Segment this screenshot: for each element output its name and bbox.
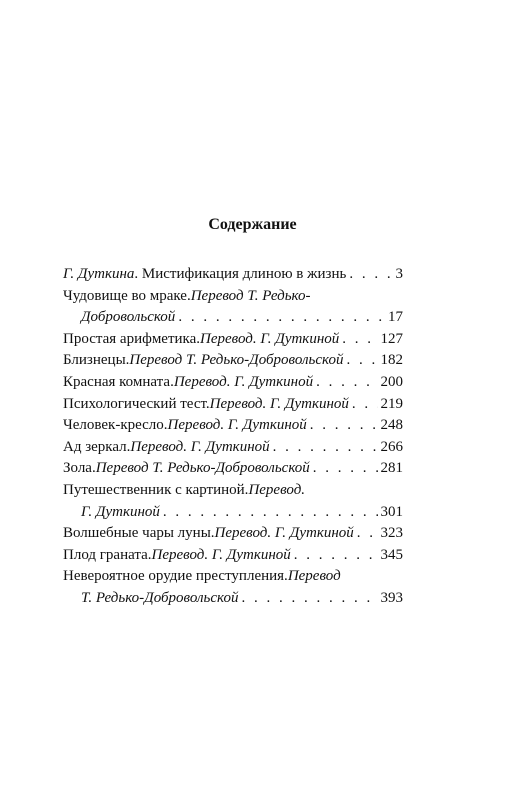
toc-entry[interactable]: [63, 286, 403, 329]
toc-entry-translator: Перевод. Г. Дуткиной: [130, 438, 270, 455]
toc-entry[interactable]: [63, 458, 403, 480]
toc-line: [63, 264, 403, 286]
toc-entry-title: Красная комната.: [63, 373, 174, 390]
leader-dots: [346, 350, 377, 372]
toc-line: [63, 350, 403, 372]
toc-entry-page: 127: [380, 330, 403, 347]
toc-entry-page: 200: [380, 373, 403, 390]
toc-entry-page: 323: [380, 525, 403, 542]
toc-entry-translator-cont: Добровольской: [81, 309, 176, 326]
toc-entry[interactable]: [63, 437, 403, 459]
contents-heading: Содержание: [208, 216, 297, 233]
leader-dots: [342, 329, 377, 351]
leader-dots: [357, 523, 378, 545]
toc-entry-translator: Перевод. Г. Дуткиной: [167, 417, 307, 434]
toc-entry-translator-cont: Г. Дуткиной: [81, 503, 160, 520]
toc-entry-translator: Перевод Т. Редько-Добровольской: [95, 460, 310, 477]
toc-line: [63, 523, 403, 545]
toc-line-continuation: [63, 307, 403, 329]
toc-entry-page: 248: [380, 417, 403, 434]
toc-entry[interactable]: [63, 566, 403, 609]
leader-dots: [352, 394, 378, 416]
leader-dots: [163, 502, 378, 524]
leader-dots: [310, 415, 378, 437]
toc-entry-title: Чудовище во мраке.: [63, 287, 191, 304]
toc-entry-page: 281: [380, 460, 403, 477]
toc-entry-title: Волшебные чары луны.: [63, 525, 215, 542]
toc-entry-translator: Перевод Т. Редько-Добровольской: [129, 352, 344, 369]
leader-dots: [313, 458, 378, 480]
toc-entry-title: Плод граната.: [63, 546, 152, 563]
toc-line: [63, 394, 403, 416]
toc-entry-translator: Перевод. Г. Дуткиной: [151, 546, 291, 563]
toc-entry-page: 393: [380, 589, 403, 606]
toc-entry-title: Ад зеркал.: [63, 438, 131, 455]
toc-line: [63, 437, 403, 459]
toc-entry[interactable]: [63, 480, 403, 523]
toc-line: [63, 458, 403, 480]
toc-entry-author: Г. Дуткина: [63, 266, 135, 282]
toc-entry[interactable]: [63, 372, 403, 394]
toc-entry[interactable]: [63, 394, 403, 416]
toc-entry[interactable]: [63, 523, 403, 545]
toc-line: [63, 372, 403, 394]
toc-entry-title: Путешественник с картиной.: [63, 481, 249, 498]
toc-entry-page: 219: [380, 395, 403, 412]
toc-entry[interactable]: [63, 350, 403, 372]
toc-line: [63, 480, 403, 502]
toc-entry-title: Человек-кресло.: [63, 417, 168, 434]
toc-entry-translator: Перевод Т. Редько-: [190, 287, 311, 304]
toc-entry-translator: Перевод. Г. Дуткиной: [200, 330, 340, 347]
toc-entry-page: 3: [395, 266, 403, 282]
leader-dots: [273, 437, 378, 459]
toc-line-continuation: [63, 502, 403, 524]
leader-dots: [294, 545, 378, 567]
leader-dots: [349, 264, 392, 286]
toc-line-continuation: [63, 588, 403, 610]
toc-entry-translator: Перевод. Г. Дуткиной: [209, 395, 349, 412]
toc-entry-page: 301: [380, 503, 403, 520]
toc-entry[interactable]: [63, 415, 403, 437]
toc-entry[interactable]: [63, 329, 403, 351]
toc-entry[interactable]: [63, 264, 403, 286]
toc-entry-translator: Перевод. Г. Дуткиной: [214, 525, 354, 542]
toc-line: [63, 415, 403, 437]
table-of-contents: [63, 264, 403, 610]
toc-entry-translator: Перевод: [287, 568, 341, 585]
toc-line: [63, 545, 403, 567]
leader-dots: [241, 588, 377, 610]
toc-entry-title: Психологический тест.: [63, 395, 210, 412]
toc-entry-page: 182: [380, 352, 403, 369]
toc-entry-title: . Мистификация длиною в жизнь: [134, 266, 347, 282]
toc-line: [63, 286, 403, 308]
toc-entry-translator: Перевод.: [248, 481, 306, 498]
toc-entry-translator-cont: Т. Редько-Добровольской: [81, 589, 239, 606]
toc-entry-title: Невероятное орудие преступления.: [63, 568, 288, 585]
toc-entry-title: Простая арифметика.: [63, 330, 201, 347]
toc-line: [63, 329, 403, 351]
toc-entry-title: Близнецы.: [63, 352, 130, 369]
toc-entry-page: 345: [380, 546, 403, 563]
toc-entry-title: Зола.: [63, 460, 96, 477]
toc-entry-page: 266: [380, 438, 403, 455]
toc-line: [63, 566, 403, 588]
toc-entry[interactable]: [63, 545, 403, 567]
toc-entry-translator: Перевод. Г. Дуткиной: [173, 373, 314, 390]
leader-dots: [316, 372, 377, 394]
leader-dots: [178, 307, 385, 329]
toc-entry-page: 17: [388, 309, 403, 326]
